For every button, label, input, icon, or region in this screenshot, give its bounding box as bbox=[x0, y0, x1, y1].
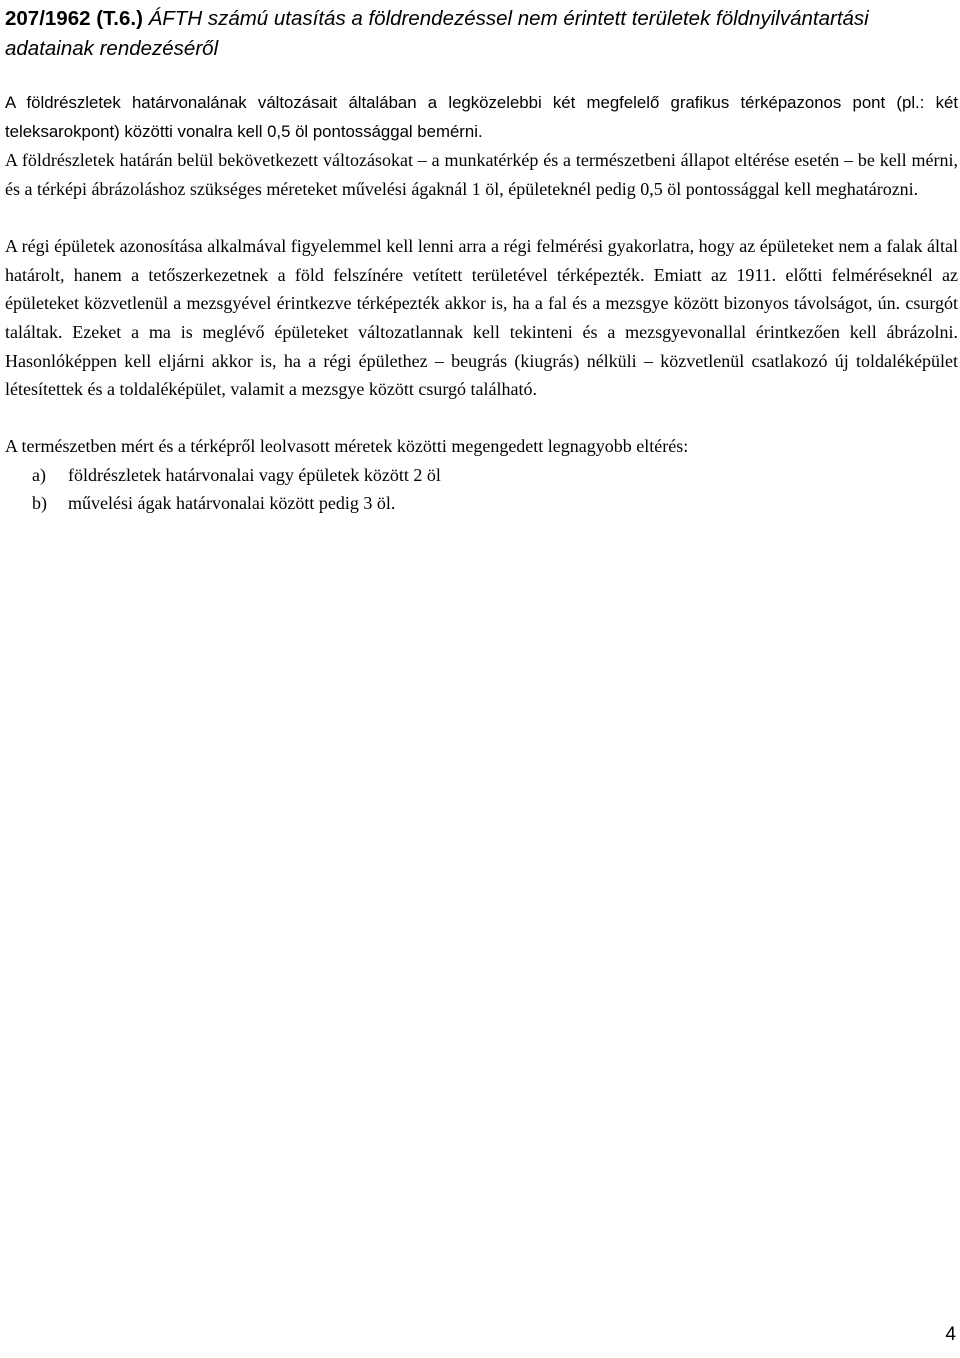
spacer bbox=[5, 64, 958, 89]
paragraph-internal-changes: A földrészletek határán belül bekövetkezett változásokat – a munkatérkép és a természetbeni állapot eltérése esetén – be kell mérni, és a térképi ábrázoláshoz szükséges méreteket művelési ágaknál 1 öl, épületeknél pedig 0,5 öl pontossággal kell meghatározni. bbox=[5, 150, 958, 200]
list-item-text: földrészletek határvonalai vagy épületek között 2 öl bbox=[68, 464, 441, 485]
spacer bbox=[5, 404, 958, 432]
list-item bbox=[5, 489, 958, 518]
spacer bbox=[5, 204, 958, 232]
list-item bbox=[5, 461, 958, 490]
paragraph-boundary-changes: A földrészletek határvonalának változásait általában a legközelebbi két megfelelő grafikus térképazonos pont (pl.: két teleksarokpont) közötti vonalra kell 0,5 öl pontossággal bemérni. bbox=[5, 93, 958, 141]
paragraph-old-buildings: A régi épületek azonosítása alkalmával figyelemmel kell lenni arra a régi felmérési gyakorlatra, hogy az épületeket nem a falak által határolt, hanem a tetőszerkezetnek a föld felszínére vetített területével térképezték. Emiatt az 1911. előtti felméréseknél az épületeket közvetlenül a mezsgyével érintkezve térképezték akkor is, ha a fal és a mezsgye között bizonyos távolságot, ún. csurgót találtak. Ezeket a ma is meglévő épületeket változatlannak kell tekinteni és a mezsgyevonallal érintkezően kell ábrázolni. Hasonlóképpen kell eljárni akkor is, ha a régi épülethez – beugrás (kiugrás) nélküli – közvetlenül csatlakozó új toldaléképület létesítettek és a toldaléképület, valamit a mezsgye között csurgó található. bbox=[5, 235, 958, 400]
regulation-title: ÁFTH számú utasítás a földrendezéssel nem érintett területek földnyilvántartási adatainak rendezéséről bbox=[5, 7, 869, 60]
regulation-code: 207/1962 (T.6.) bbox=[5, 7, 143, 30]
list-marker: a) bbox=[32, 464, 46, 485]
document-heading bbox=[5, 4, 958, 64]
paragraph-tolerance-intro: A természetben mért és a térképről leolvasott méretek közötti megengedett legnagyobb eltérés: bbox=[5, 436, 689, 457]
document-page bbox=[5, 0, 958, 518]
page-number: 4 bbox=[945, 1324, 956, 1345]
list-item-text: művelési ágak határvonalai között pedig 3 öl. bbox=[68, 493, 396, 514]
list-marker: b) bbox=[32, 493, 47, 514]
tolerance-list bbox=[5, 461, 958, 518]
